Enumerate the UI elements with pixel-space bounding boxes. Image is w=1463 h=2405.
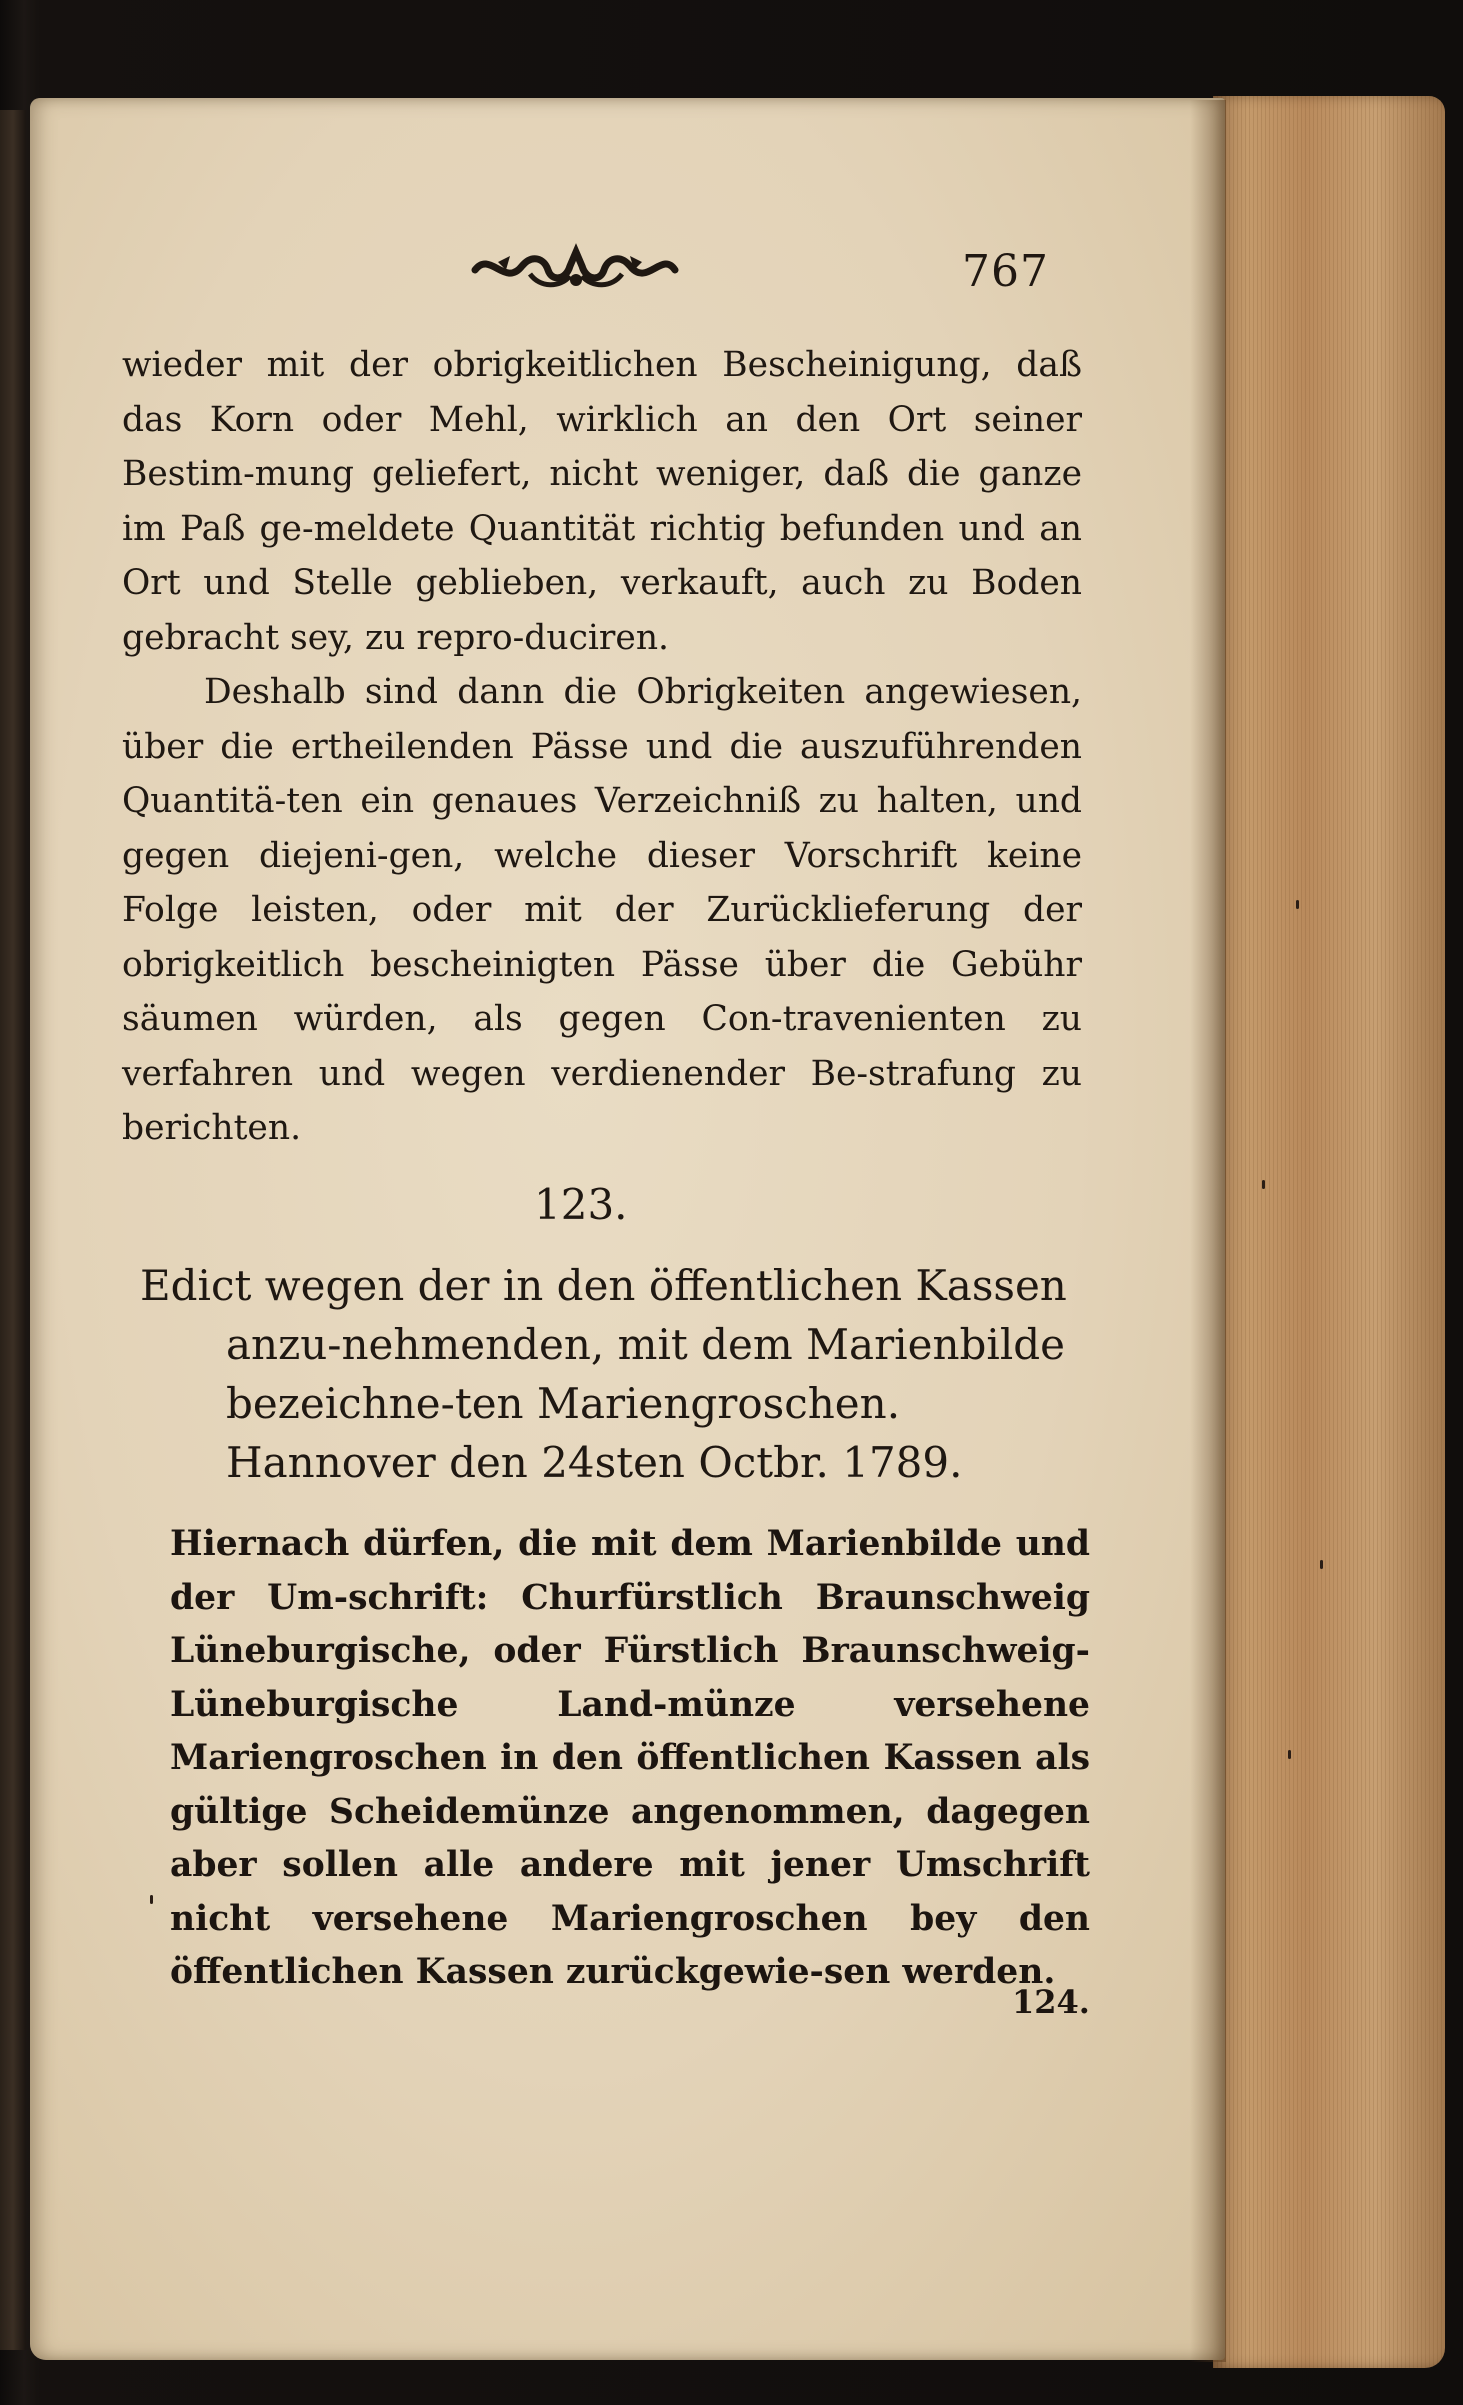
paragraph: Deshalb sind dann die Obrigkeiten angewiesen, über die ertheilenden Pässe und die auszuführenden Quantitä-ten ein genaues Verzeichniß zu halten, und gegen diejeni-gen, welche dieser Vorschrift keine Folge leisten, oder mit der Zurücklieferung der obrigkeitlich bescheinigten Pässe über die Gebühr säumen würden, als gegen Con-travenienten zu verfahren und wegen verdienender Be-strafung zu berichten.: [122, 672, 1082, 1148]
edict-heading: Edict wegen der in den öffentlichen Kassen anzu-nehmenden, mit dem Marienbilde bezeichne-ten Mariengroschen. Hannover den 24sten Octbr. 1789.: [140, 1261, 1067, 1487]
headpiece-ornament-icon: [470, 240, 680, 296]
body-text: [122, 338, 1082, 1156]
paper-speck: [1320, 1560, 1323, 1569]
paragraph: wieder mit der obrigkeitlichen Bescheinigung, daß das Korn oder Mehl, wirklich an den Ort seiner Bestim-mung geliefert, nicht weniger, daß die ganze im Paß ge-meldete Quantität richtig befunden und an Ort und Stelle geblieben, verkauft, auch zu Boden gebracht sey, zu repro-duciren.: [122, 345, 1082, 658]
catchword: 124.: [1012, 1983, 1090, 2021]
page-shadow: [1190, 100, 1226, 2362]
paper-speck: [150, 1895, 153, 1904]
paper-speck: [1296, 900, 1299, 909]
paper-speck: [1262, 1180, 1265, 1189]
book-fore-edge: [1213, 96, 1445, 2368]
left-page-edge: [0, 110, 26, 2350]
page-number: 767: [962, 246, 1049, 297]
paper-speck: [1288, 1750, 1291, 1759]
section-number: 123.: [534, 1180, 628, 1229]
edict-text: Hiernach dürfen, die mit dem Marienbilde und der Um-schrift: Churfürstlich Braunschweig Lüneburgische, oder Fürstlich Braunschweig-Lüneburgische Land-münze versehene Mariengroschen in den öffentlichen Kassen als gültige Scheidemünze angenommen, dagegen aber sollen alle andere mit jener Umschrift nicht versehene Mariengroschen bey den öffentlichen Kassen zurückgewie-sen werden.: [170, 1524, 1090, 1992]
